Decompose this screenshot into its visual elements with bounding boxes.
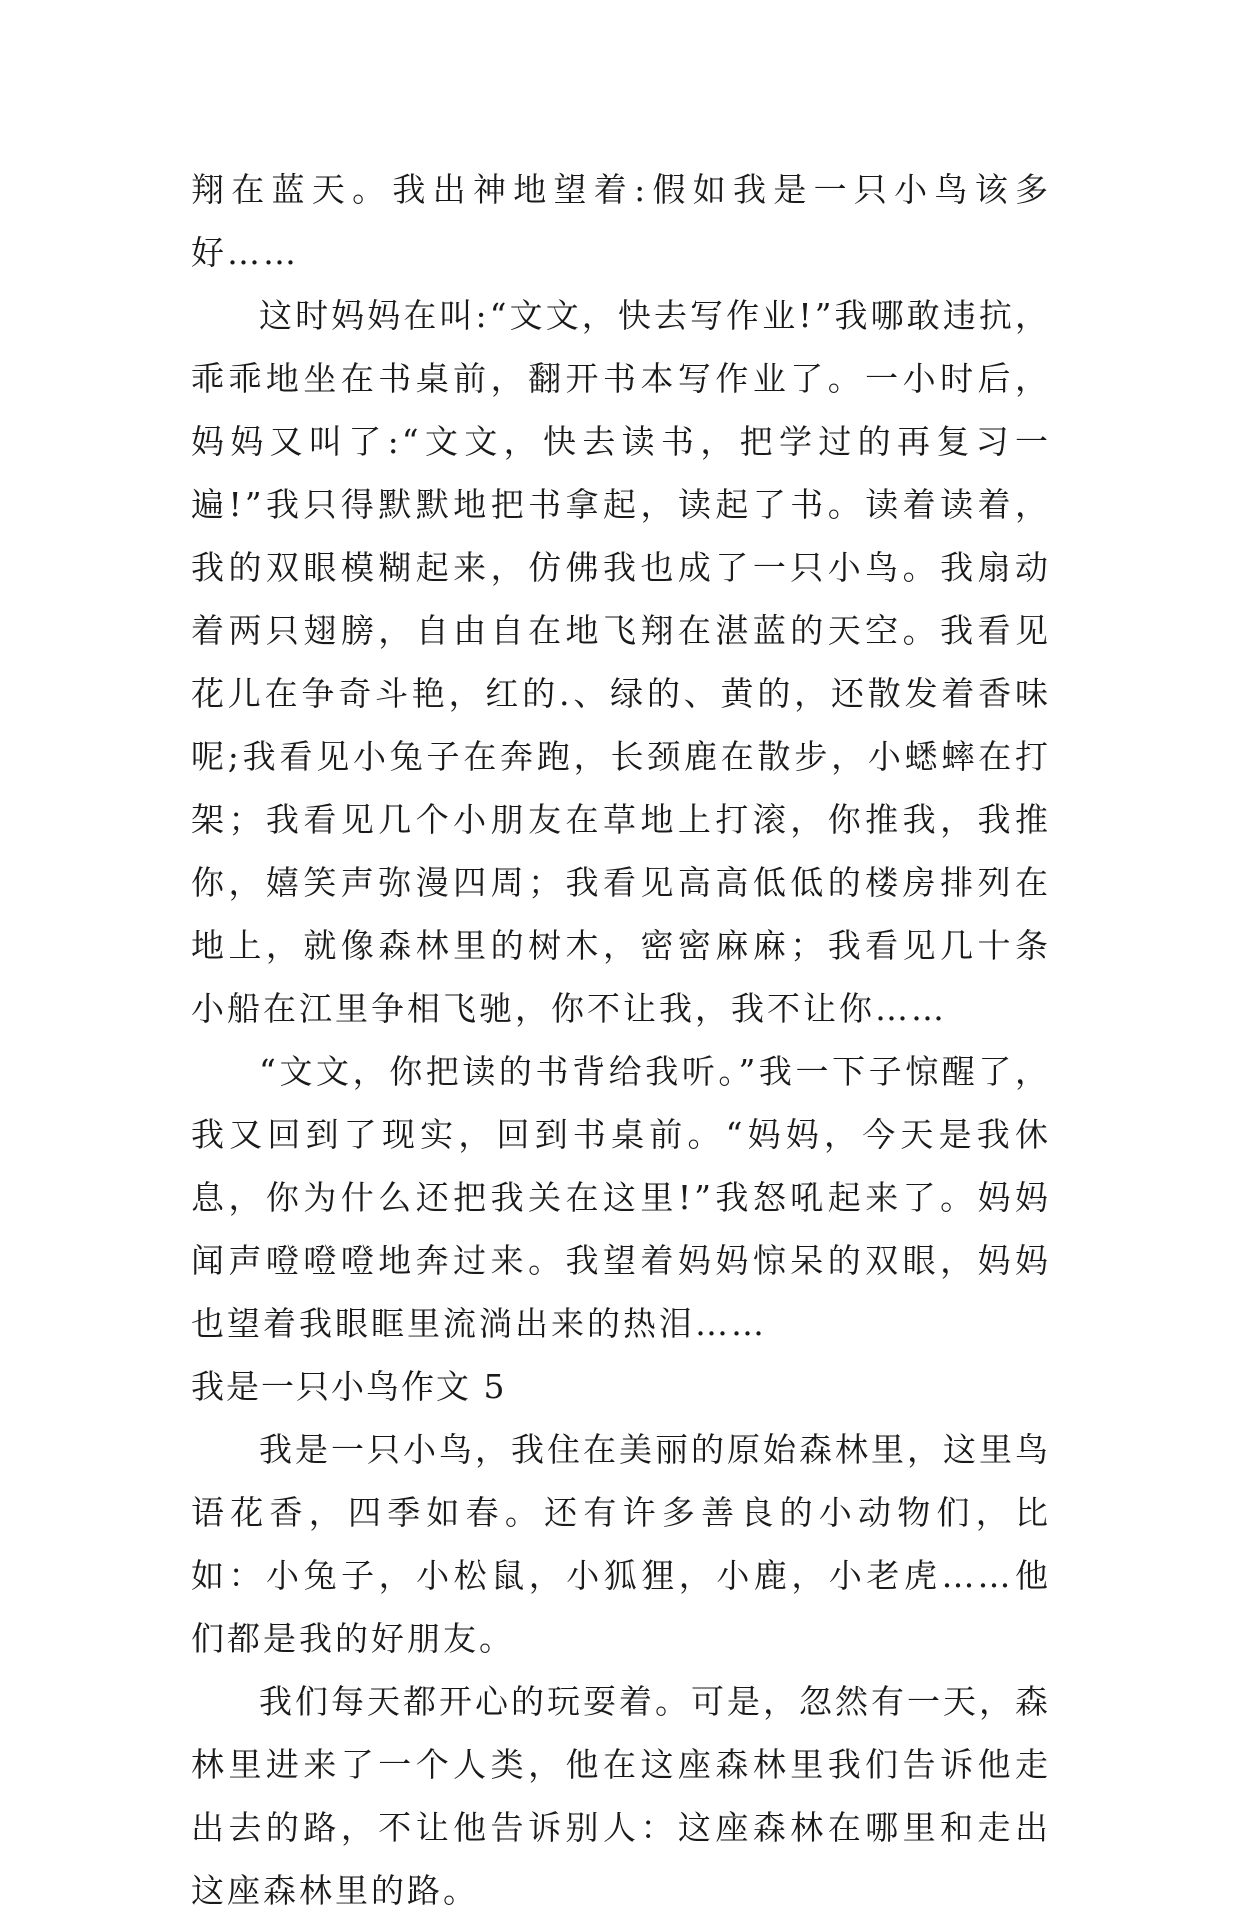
document-body [191, 158, 1051, 1922]
paragraph-2: 这时妈妈在叫:“文文，快去写作业!”我哪敢违抗，乖乖地坐在书桌前，翻开书本写作业了。一小时后，妈妈又叫了:“文文，快去读书，把学过的再复习一遍!”我只得默默地把书拿起，读起了书。读着读着，我的双眼模糊起来，仿佛我也成了一只小鸟。我扇动着两只翅膀，自由自在地飞翔在湛蓝的天空。我看见花儿在争奇斗艳，红的.、绿的、黄的，还散发着香味呢;我看见小兔子在奔跑，长颈鹿在散步，小蟋蟀在打架；我看见几个小朋友在草地上打滚，你推我，我推你，嬉笑声弥漫四周；我看见高高低低的楼房排列在地上，就像森林里的树木，密密麻麻；我看见几十条小船在江里争相飞驰，你不让我，我不让你…… [191, 296, 1051, 1028]
section-heading: 我是一只小鸟作文 5 [191, 1367, 507, 1406]
paragraph-1: 翔在蓝天。我出神地望着:假如我是一只小鸟该多好…… [191, 170, 1051, 272]
paragraph-5: 我们每天都开心的玩耍着。可是，忽然有一天，森林里进来了一个人类，他在这座森林里我们告诉他走出去的路，不让他告诉别人：这座森林在哪里和走出这座森林里的路。 [191, 1682, 1051, 1910]
paragraph-4: 我是一只小鸟，我住在美丽的原始森林里，这里鸟语花香，四季如春。还有许多善良的小动物们，比如：小兔子，小松鼠，小狐狸，小鹿，小老虎……他们都是我的好朋友。 [191, 1430, 1051, 1658]
paragraph-3: “文文，你把读的书背给我听。”我一下子惊醒了，我又回到了现实，回到书桌前。“妈妈，今天是我休息，你为什么还把我关在这里!”我怒吼起来了。妈妈闻声噔噔噔地奔过来。我望着妈妈惊呆的双眼，妈妈也望着我眼眶里流淌出来的热泪…… [191, 1052, 1051, 1343]
